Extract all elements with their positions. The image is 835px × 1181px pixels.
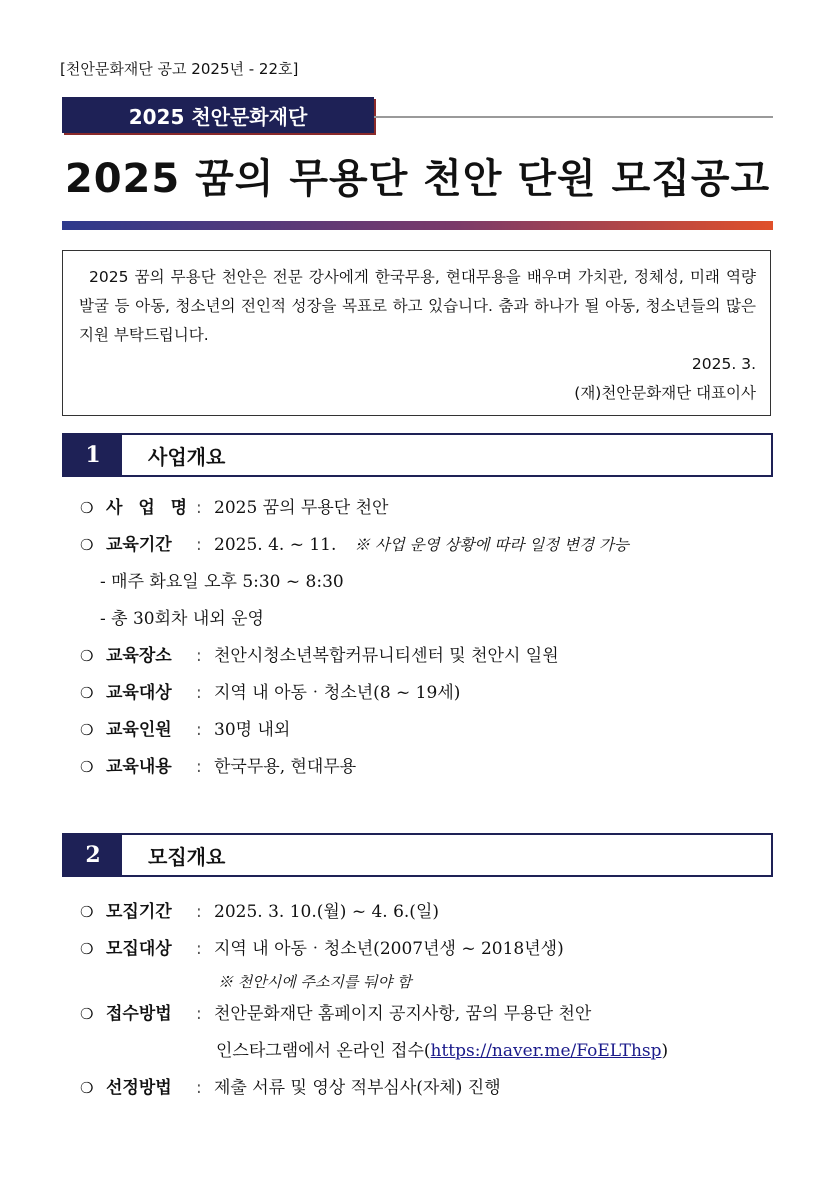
item-note: ※ 사업 운영 상황에 따라 일정 변경 가능 <box>354 536 629 554</box>
list-item <box>80 715 780 752</box>
item-label: 교육장소 <box>106 646 172 666</box>
bullet-icon: ❍ <box>80 903 94 921</box>
bullet-icon: ❍ <box>80 684 94 702</box>
item-value: 지역 내 아동‧청소년(2007년생 ~ 2018년생) <box>214 939 564 959</box>
intro-text: 2025 꿈의 무용단 천안은 전문 강사에게 한국무용, 현대무용을 배우며 가치관, 정체성, 미래 역량 발굴 등 아동, 청소년의 전인적 성장을 목표로 하고 있습니다. 춤과 하나가 될 아동, 청소년들의 많은 지원 부탁드립니다. <box>79 268 756 344</box>
item-colon: : <box>196 939 202 959</box>
item-label: 모집대상 <box>106 939 172 959</box>
item-value: 한국무용, 현대무용 <box>214 757 357 777</box>
section-2-items <box>80 897 780 1110</box>
section-2-header <box>62 833 773 877</box>
item-colon: : <box>196 535 202 555</box>
section-1-number: 1 <box>64 435 122 475</box>
item-colon: : <box>196 683 202 703</box>
banner-divider <box>374 116 773 118</box>
list-item <box>80 934 780 967</box>
item-label: 교육기간 <box>106 535 172 555</box>
bullet-icon: ❍ <box>80 940 94 958</box>
item-value: 2025 꿈의 무용단 천안 <box>214 498 389 518</box>
item-colon: : <box>196 902 202 922</box>
item-colon: : <box>196 757 202 777</box>
org-banner <box>62 97 374 133</box>
item-label: 접수방법 <box>106 1004 172 1024</box>
item-label: 교육대상 <box>106 683 172 703</box>
item-value-suffix: ) <box>661 1041 669 1061</box>
application-link[interactable]: https://naver.me/FoELThsp <box>430 1041 662 1061</box>
intro-date: 2025. 3. <box>691 355 756 373</box>
section-1-items <box>80 493 780 789</box>
list-item-continuation <box>80 1036 780 1073</box>
bullet-icon: ❍ <box>80 721 94 739</box>
list-item <box>80 493 780 530</box>
bullet-icon: ❍ <box>80 647 94 665</box>
item-colon: : <box>196 646 202 666</box>
item-value: 2025. 4. ~ 11. <box>214 535 337 555</box>
section-1-header <box>62 433 773 477</box>
item-note: ※ 천안시에 주소지를 둬야 함 <box>218 973 412 991</box>
item-value: 천안시청소년복합커뮤니티센터 및 천안시 일원 <box>214 646 559 666</box>
notice-number: [천안문화재단 공고 2025년 - 22호] <box>60 60 299 78</box>
item-colon: : <box>196 1078 202 1098</box>
item-value: 2025. 3. 10.(월) ~ 4. 6.(일) <box>214 902 439 922</box>
list-item <box>80 752 780 789</box>
sub-item: - 총 30회차 내외 운영 <box>100 609 264 629</box>
item-value-prefix: 인스타그램에서 온라인 접수( <box>216 1041 431 1061</box>
title-gradient-bar <box>62 221 773 230</box>
intro-box <box>62 250 771 416</box>
list-item <box>80 530 780 567</box>
item-value: 제출 서류 및 영상 적부심사(자체) 진행 <box>214 1078 501 1098</box>
item-value: 지역 내 아동‧청소년(8 ~ 19세) <box>214 683 461 703</box>
item-label: 교육내용 <box>106 757 172 777</box>
item-colon: : <box>196 1004 202 1024</box>
item-value: 30명 내외 <box>214 720 291 740</box>
bullet-icon: ❍ <box>80 758 94 776</box>
page-title: 2025 꿈의 무용단 천안 단원 모집공고 <box>64 156 771 202</box>
list-item <box>80 1073 780 1110</box>
bullet-icon: ❍ <box>80 499 94 517</box>
item-value: 천안문화재단 홈페이지 공지사항, 꿈의 무용단 천안 <box>214 1004 592 1024</box>
list-item <box>80 999 780 1036</box>
item-label: 교육인원 <box>106 720 172 740</box>
item-label: 선정방법 <box>106 1078 172 1098</box>
list-item <box>80 641 780 678</box>
sub-item: - 매주 화요일 오후 5:30 ~ 8:30 <box>100 572 344 592</box>
section-2-number: 2 <box>64 835 122 875</box>
section-1-title: 사업개요 <box>148 444 226 469</box>
list-item <box>80 678 780 715</box>
org-banner-label: 2025 천안문화재단 <box>128 104 308 129</box>
bullet-icon: ❍ <box>80 536 94 554</box>
item-label: 모집기간 <box>106 902 172 922</box>
list-item <box>80 897 780 934</box>
item-colon: : <box>196 720 202 740</box>
item-label: 사 업 명 <box>106 498 193 518</box>
item-colon: : <box>196 498 202 518</box>
intro-signature: (재)천안문화재단 대표이사 <box>574 384 756 402</box>
section-2-title: 모집개요 <box>148 844 226 869</box>
bullet-icon: ❍ <box>80 1005 94 1023</box>
bullet-icon: ❍ <box>80 1079 94 1097</box>
